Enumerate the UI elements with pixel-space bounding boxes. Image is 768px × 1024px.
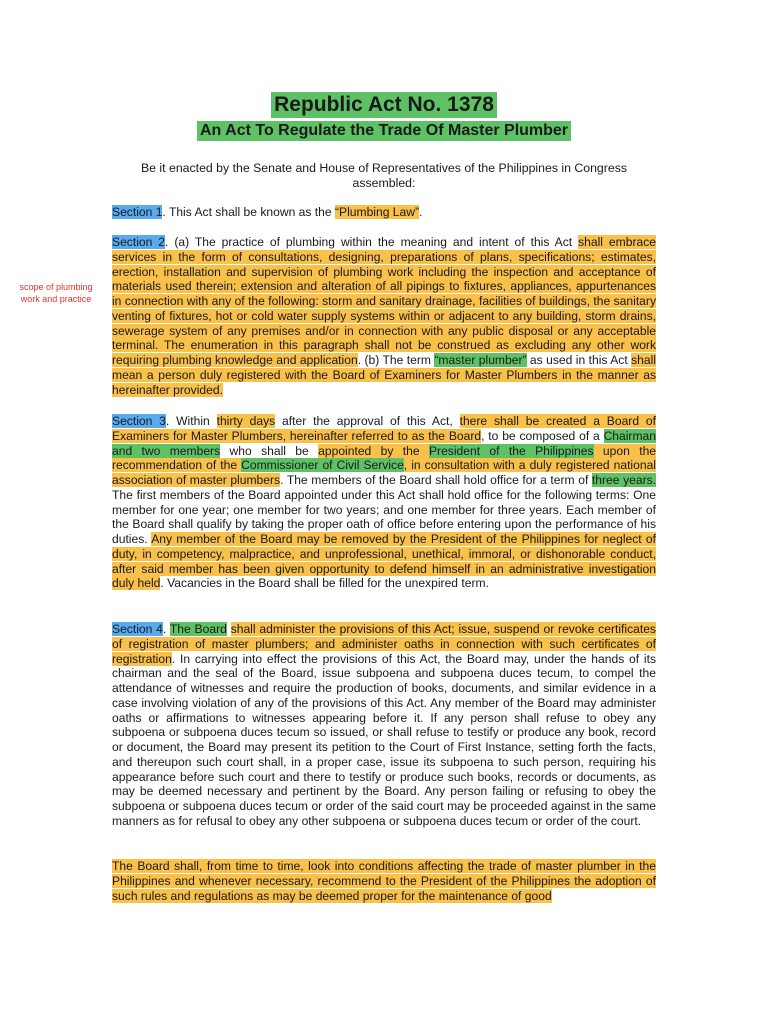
highlighted-text: appointed by the — [318, 443, 429, 458]
text-segment: who shall be — [220, 443, 319, 458]
text-segment: . In carrying into effect the provisions of this Act, the Board may, under the hands of its chairman and the seal of the Board, issue subpoena and subpoena duces tecum, to compel the attendance of witnesses and require the production of books, documents, and similar evidence in a case involving violation of any of the provisions of this Act. Any member of the Board may administer oaths or affirmations to witnesses appearing before it. If any person shall refuse to obey any subpoena or subpoena duces tecum so issued, or shall refuse to testify or produce any book, record or document, the Board may present its petition to the Court of First Instance, setting forth the facts, and thereupon such court shall, in a proper case, issue its subpoena to such person, requiring his appearance before such court and there to testify or produce such books, records or documents, as may be deemed necessary and pertinent by the Board. Any person failing or refusing to obey the subpoena or subpoena duces tecum or order of the said court may be proceeded against in the same manners as for refusal to obey any other subpoena or subpoena duces tecum or order of the court. — [112, 651, 656, 828]
text-segment: . The members of the Board shall hold office for a term of — [280, 473, 592, 487]
section-label: Section 3 — [112, 414, 166, 428]
highlighted-term: President of the Philippines — [428, 443, 594, 458]
text-segment: . Vacancies in the Board shall be filled for the unexpired term. — [160, 576, 489, 591]
text-segment: The first members of the Board appointed under this Act shall hold office for the following terms: One member for one year; one member for two years; and one member for three years. Each member of the Board shall qualify by taking the proper oath of office before entering upon the performance of his duties. — [112, 487, 656, 546]
highlighted-text: upon the recommendation of the — [112, 443, 657, 473]
section-label: Section 2 — [112, 235, 166, 249]
highlighted-text: there shall be created a Board of Examiners for Master Plumbers, hereinafter referred to as the Board — [112, 414, 656, 443]
section-1-paragraph — [112, 205, 656, 220]
margin-annotation: scope of plumbing work and practice — [19, 282, 93, 304]
highlighted-term: “master plumber” — [434, 353, 527, 367]
enacting-clause: Be it enacted by the Senate and House of Representatives of the Philippines in Congress assembled: — [140, 161, 628, 190]
text-segment: . — [419, 205, 423, 219]
highlighted-text: thirty days — [216, 414, 276, 428]
text-segment: . (a) The practice of plumbing within the meaning and intent of this Act — [165, 235, 579, 249]
text-segment: . — [162, 622, 170, 636]
highlighted-term: Chairman and two members — [112, 428, 656, 458]
title-block — [0, 92, 768, 118]
text-segment: . This Act shall be known as the — [162, 205, 335, 219]
highlighted-text: The Board shall, from time to time, look into conditions affecting the trade of master plumber in the Philippines and whenever necessary, recommend to the President of the Philippines the adoption of such rules and regulations as may be deemed proper for the maintenance of good — [112, 859, 656, 903]
highlighted-text: Any member of the Board may be removed by the President of the Philippines for neglect of duty, in competency, malpractice, and unprofessional, unethical, immoral, or dishonorable conduct, after said member has been given opportunity to defend himself in an administrative investigation duly held — [112, 532, 656, 591]
section-2-paragraph — [112, 235, 656, 397]
section-3-paragraph — [112, 414, 656, 591]
subtitle-block — [0, 121, 768, 141]
highlighted-text: , in consultation with a duly registered national association of master plumbers — [112, 458, 656, 487]
highlighted-term: Commissioner of Civil Service — [241, 458, 404, 473]
highlighted-term: The Board — [169, 622, 227, 636]
highlighted-text: shall embrace services in the form of consultations, designing, preparations of plans, specifications; estimates, erection, installation and supervision of plumbing work including the inspection and acceptance of materials used therein; extension and alteration of all pipings to fixtures, appliances, appurtenances in connection with any of the following: storm and sanitary drainage, facilities of buildings, the sanitary venting of fixtures, hot or cold water supply systems within or adjacent to any building, storm drains, sewerage system of any premises and/or in connection with any public disposal or any acceptable terminal. The enumeration in this paragraph shall not be construed as excluding any other work requiring plumbing knowledge and application — [112, 235, 656, 367]
text-segment: . Within — [165, 414, 217, 428]
section-4-paragraph — [112, 622, 656, 829]
board-duties-paragraph — [112, 859, 656, 903]
highlighted-text: “Plumbing Law” — [334, 205, 420, 219]
text-segment: as used in this Act — [526, 353, 632, 367]
text-segment: , to be composed of a — [481, 428, 604, 443]
highlighted-text: shall administer the provisions of this Act; issue, suspend or revoke certificates of registration of master plumbers; and administer oaths in connection with such certificates of registration — [112, 622, 656, 666]
highlighted-text: shall mean a person duly registered with the Board of Examiners for Master Plumbers in the manner as hereinafter provided. — [112, 353, 656, 397]
section-label: Section 4 — [112, 622, 163, 636]
highlighted-term: three years. — [591, 473, 656, 487]
text-segment: . (b) The term — [357, 353, 435, 367]
section-label: Section 1 — [112, 205, 163, 219]
document-title: Republic Act No. 1378 — [271, 92, 497, 118]
text-segment: after the approval of this Act, — [275, 414, 460, 428]
document-subtitle: An Act To Regulate the Trade Of Master Plumber — [197, 121, 571, 141]
